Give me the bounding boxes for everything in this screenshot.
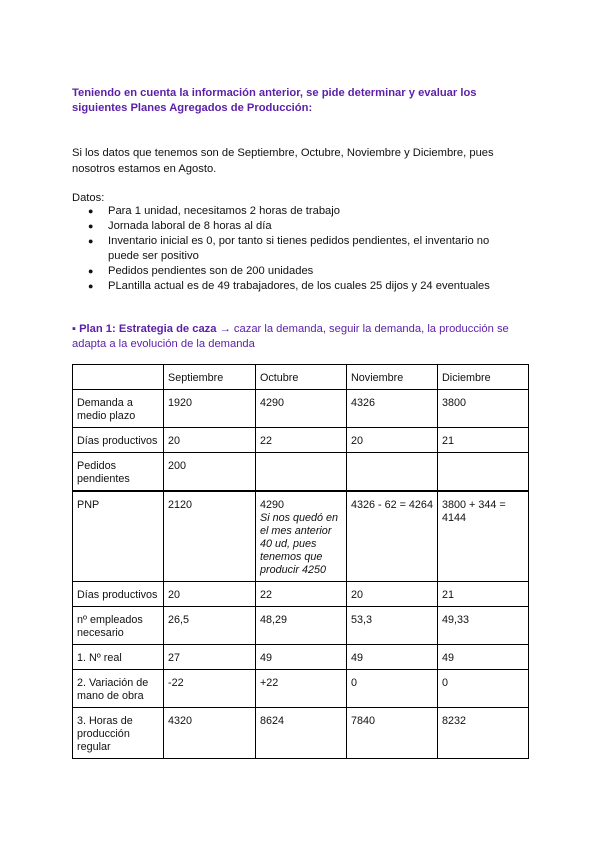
list-item: ● PLantilla actual es de 49 trabajadores, de los cuales 25 dijos y 24 eventuales: [72, 279, 512, 294]
row-label: nº empleados necesario: [73, 607, 164, 645]
cell-value: 4290: [260, 499, 285, 511]
table-cell: [438, 453, 529, 492]
list-item: ● Pedidos pendientes son de 200 unidades: [72, 264, 512, 279]
table-cell: +22: [256, 670, 347, 708]
table-header-cell: Noviembre: [347, 365, 438, 390]
table-cell: 1920: [164, 390, 256, 428]
table-cell: 4326 - 62 = 4264: [347, 491, 438, 582]
table-cell: 49,33: [438, 607, 529, 645]
table-cell: 20: [347, 428, 438, 453]
table-cell: 48,29: [256, 607, 347, 645]
table-cell: 8624: [256, 708, 347, 759]
table-cell: 8232: [438, 708, 529, 759]
table-cell: 22: [256, 582, 347, 607]
table-row: [73, 428, 529, 453]
table-cell: 4290: [256, 390, 347, 428]
table-cell: 3800: [438, 390, 529, 428]
table-cell: 21: [438, 582, 529, 607]
table-cell: 21: [438, 428, 529, 453]
table-header-row: [73, 365, 529, 390]
table-cell: 7840: [347, 708, 438, 759]
section-heading: Teniendo en cuenta la información anterior, se pide determinar y evaluar los siguientes Planes Agregados de Producción:: [72, 87, 477, 114]
table-cell: 20: [347, 582, 438, 607]
table-cell: 4320: [164, 708, 256, 759]
row-label: Días productivos: [73, 582, 164, 607]
table-row: [73, 607, 529, 645]
table-row: [73, 645, 529, 670]
table-row: [73, 491, 529, 582]
table-header-cell: Septiembre: [164, 365, 256, 390]
intro-paragraph: Si los datos que tenemos son de Septiembre, Octubre, Noviembre y Diciembre, pues nosotros estamos en Agosto.: [72, 147, 494, 175]
table-row: [73, 453, 529, 492]
list-item: ● Inventario inicial es 0, por tanto si tienes pedidos pendientes, el inventario no puede ser positivo: [72, 234, 512, 264]
table-cell: 0: [347, 670, 438, 708]
table-cell: 3800 + 344 = 4144: [438, 491, 529, 582]
table-cell: 0: [438, 670, 529, 708]
table-cell: 22: [256, 428, 347, 453]
table-cell: 200: [164, 453, 256, 492]
row-label: Demanda a medio plazo: [73, 390, 164, 428]
plan-title: [72, 322, 522, 352]
plan-bullet: ▪: [72, 323, 76, 335]
list-item: ● Jornada laboral de 8 horas al día: [72, 219, 512, 234]
table-cell: 20: [164, 582, 256, 607]
table-cell: 49: [438, 645, 529, 670]
plan-table: [72, 364, 529, 759]
row-label: 2. Variación de mano de obra: [73, 670, 164, 708]
list-item: ● Para 1 unidad, necesitamos 2 horas de trabajo: [72, 204, 512, 219]
row-label: Días productivos: [73, 428, 164, 453]
table-cell: 27: [164, 645, 256, 670]
cell-note: Si nos quedó en el mes anterior 40 ud, pues tenemos que producir 4250: [260, 512, 339, 576]
datos-list: [72, 204, 512, 294]
table-cell: 20: [164, 428, 256, 453]
table-cell: [347, 453, 438, 492]
table-cell: 26,5: [164, 607, 256, 645]
plan-title-bold: Plan 1: Estrategia de caza: [79, 323, 217, 335]
table-row: [73, 582, 529, 607]
datos-label: Datos:: [72, 192, 105, 204]
table-row: [73, 390, 529, 428]
table-cell: [256, 491, 347, 582]
table-row: [73, 708, 529, 759]
plan-title-rest: → cazar la demanda, seguir la demanda, la producción se adapta a la evolución de la demanda: [72, 323, 509, 350]
table-cell: 4326: [347, 390, 438, 428]
row-label: Pedidos pendientes: [73, 453, 164, 492]
table-cell: 49: [347, 645, 438, 670]
row-label: 1. Nº real: [73, 645, 164, 670]
table-header-cell: Octubre: [256, 365, 347, 390]
row-label: 3. Horas de producción regular: [73, 708, 164, 759]
row-label: PNP: [73, 491, 164, 582]
table-cell: -22: [164, 670, 256, 708]
table-cell: 53,3: [347, 607, 438, 645]
table-cell: 2120: [164, 491, 256, 582]
table-cell: 49: [256, 645, 347, 670]
table-cell: [256, 453, 347, 492]
table-header-cell: [73, 365, 164, 390]
table-header-cell: Diciembre: [438, 365, 529, 390]
table-row: [73, 670, 529, 708]
